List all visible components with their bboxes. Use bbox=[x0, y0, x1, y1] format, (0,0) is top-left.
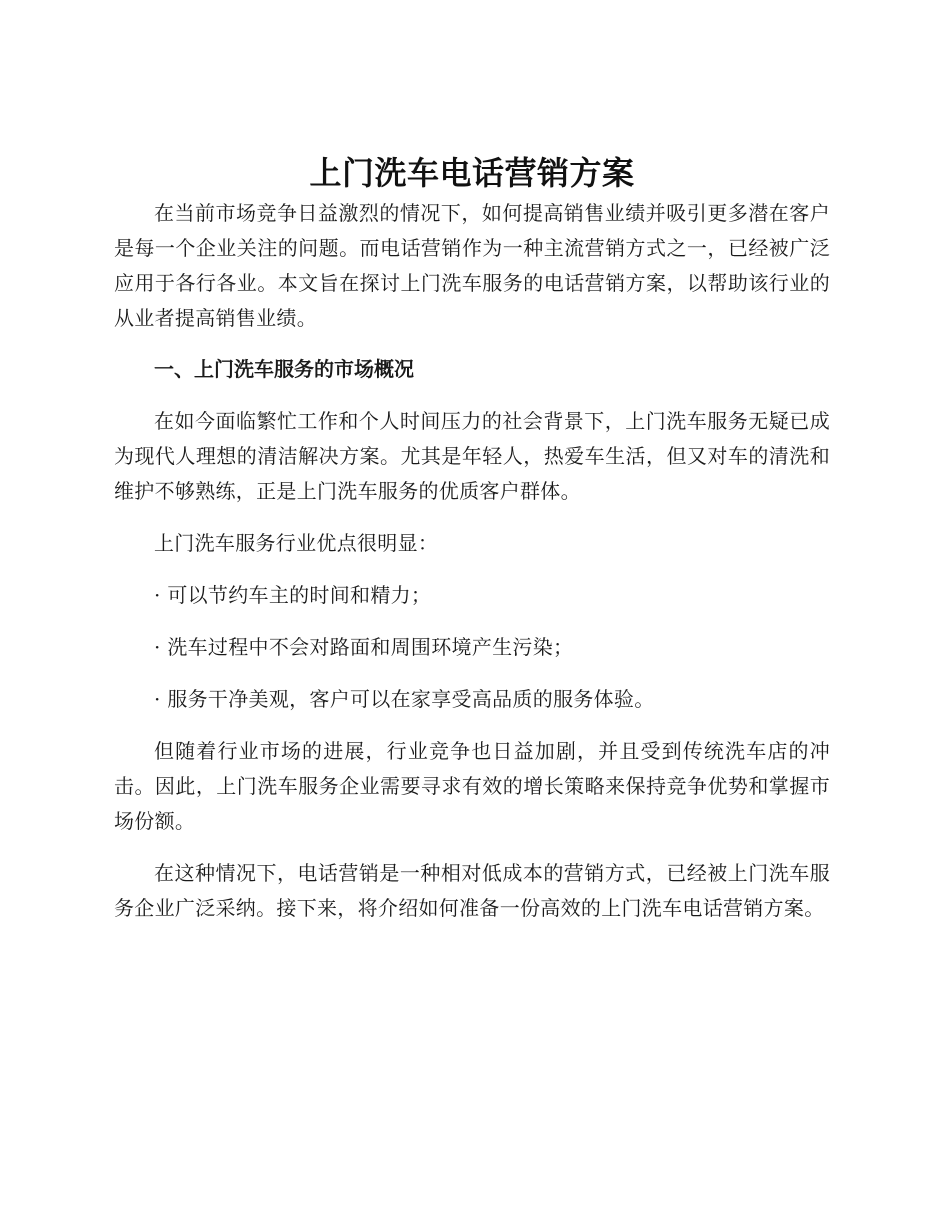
advantage-bullet-2: · 洗车过程中不会对路面和周围环境产生污染； bbox=[154, 635, 574, 659]
advantages-intro: 上门洗车服务行业优点很明显： bbox=[154, 531, 439, 555]
advantage-bullet-1: · 可以节约车主的时间和精力； bbox=[154, 583, 432, 607]
intro-paragraph: 在当前市场竞争日益激烈的情况下，如何提高销售业绩并吸引更多潜在客户是每一个企业关注的问题。而电话营销作为一种主流营销方式之一，已经被广泛应用于各行各业。本文旨在探讨上门洗车服务的电话营销方案，以帮助该行业的从业者提高销售业绩。 bbox=[114, 201, 830, 330]
document-title: 上门洗车电话营销方案 bbox=[309, 154, 635, 192]
advantage-bullet-3: · 服务干净美观，客户可以在家享受高品质的服务体验。 bbox=[154, 687, 655, 711]
document-page bbox=[114, 150, 830, 926]
section-heading-market-overview: 一、上门洗车服务的市场概况 bbox=[154, 357, 414, 381]
telemarketing-paragraph: 在这种情况下，电话营销是一种相对低成本的营销方式，已经被上门洗车服务企业广泛采纳。接下来，将介绍如何准备一份高效的上门洗车电话营销方案。 bbox=[114, 861, 830, 920]
market-paragraph-1: 在如今面临繁忙工作和个人时间压力的社会背景下，上门洗车服务无疑已成为现代人理想的清洁解决方案。尤其是年轻人，热爱车生活，但又对车的清洗和维护不够熟练，正是上门洗车服务的优质客户群体。 bbox=[114, 409, 830, 503]
competition-paragraph: 但随着行业市场的进展，行业竞争也日益加剧，并且受到传统洗车店的冲击。因此，上门洗车服务企业需要寻求有效的增长策略来保持竞争优势和掌握市场份额。 bbox=[114, 739, 830, 833]
